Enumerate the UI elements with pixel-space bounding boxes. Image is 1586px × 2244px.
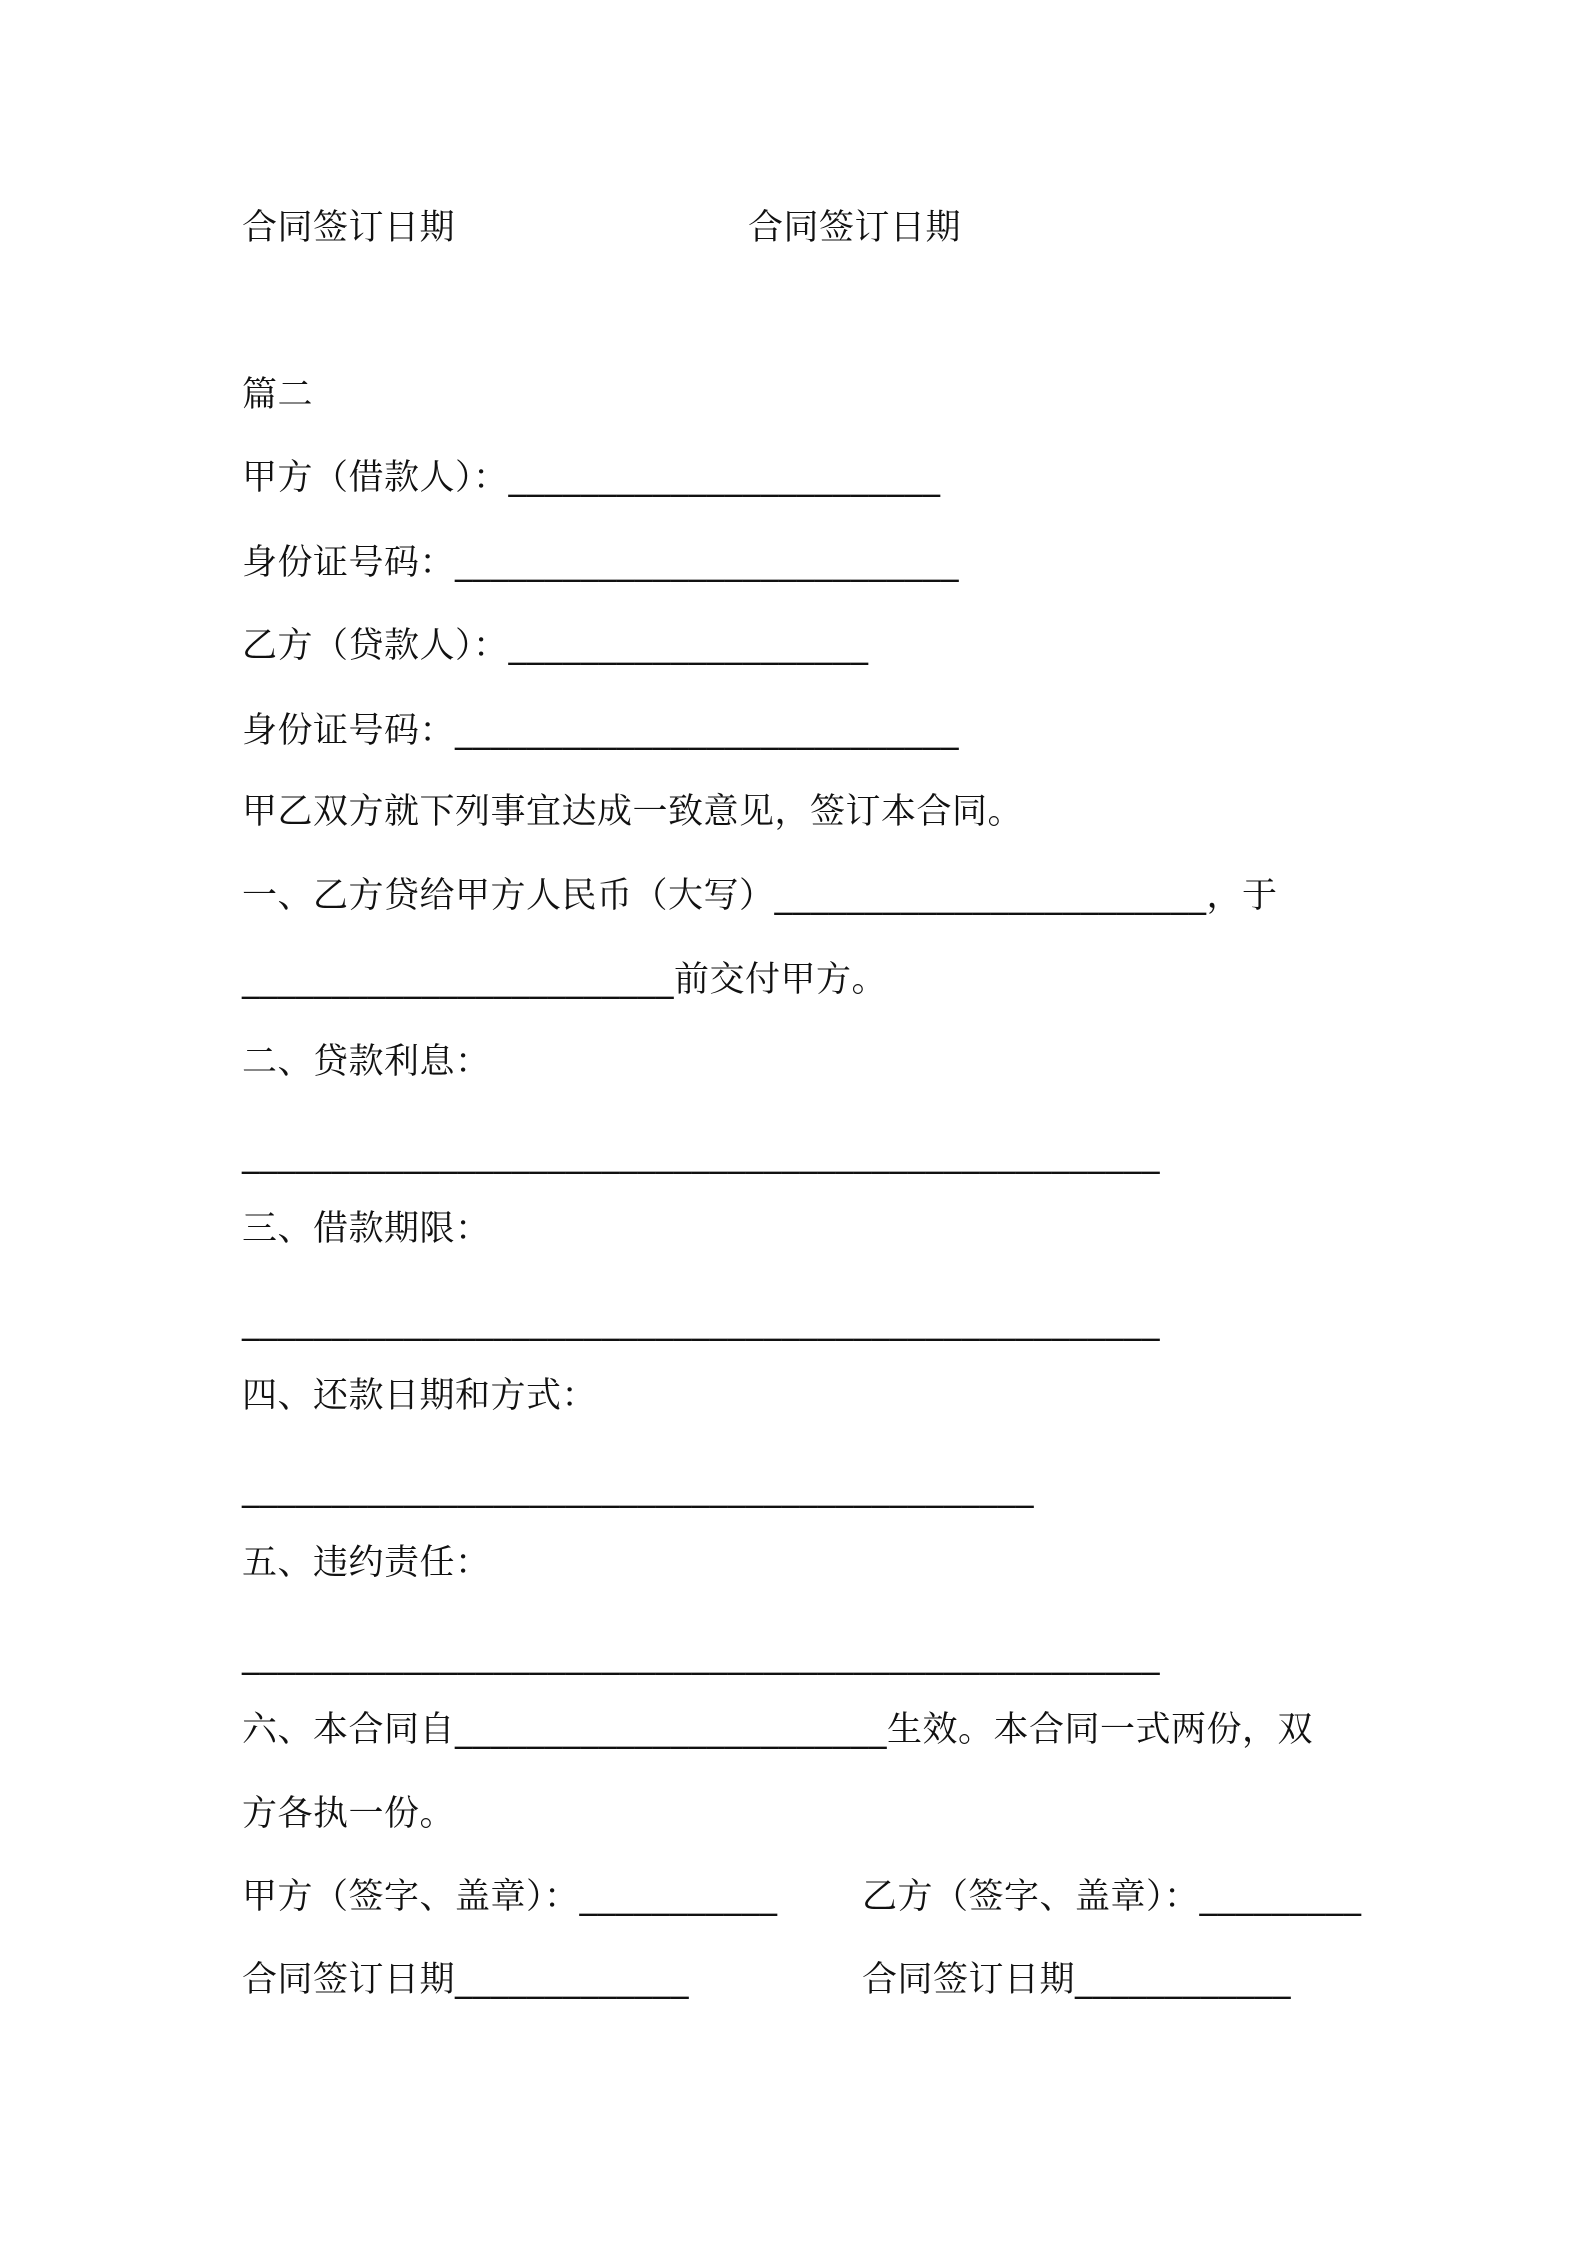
clause-4-blank: ____________________________________________ — [242, 1469, 1034, 1509]
clause-5-blank: ___________________________________________________ — [242, 1636, 1160, 1676]
signature-party-a: 甲方（签字、盖章）：___________ — [242, 1877, 778, 1917]
clause-1-line-2: ________________________前交付甲方。 — [242, 960, 888, 1000]
top-date-left: 合同签订日期 — [242, 208, 456, 248]
clause-2-heading: 二、贷款利息： — [242, 1042, 491, 1082]
clause-1-line-1: 一、乙方贷给甲方人民币（大写）________________________，于 — [242, 876, 1278, 916]
clause-3-heading: 三、借款期限： — [242, 1209, 491, 1249]
party-a-line: 甲方（借款人）：________________________ — [242, 458, 941, 498]
top-date-right: 合同签订日期 — [748, 208, 962, 248]
id-number-line-b: 身份证号码：____________________________ — [242, 711, 960, 751]
intro-paragraph: 甲乙双方就下列事宜达成一致意见，签订本合同。 — [242, 792, 1024, 832]
party-b-line: 乙方（贷款人）：____________________ — [242, 626, 869, 666]
id-number-line-a: 身份证号码：____________________________ — [242, 543, 960, 583]
signature-party-b: 乙方（签字、盖章）：_________ — [862, 1877, 1362, 1917]
clause-4-heading: 四、还款日期和方式： — [242, 1376, 598, 1416]
clause-3-blank: ___________________________________________________ — [242, 1302, 1160, 1342]
clause-6-line-2: 方各执一份。 — [242, 1794, 456, 1834]
clause-6-line-1: 六、本合同自________________________生效。本合同一式两份，双 — [242, 1710, 1314, 1750]
signature-date-b: 合同签订日期____________ — [862, 1960, 1292, 2000]
clause-2-blank: ___________________________________________________ — [242, 1135, 1160, 1175]
clause-5-heading: 五、违约责任： — [242, 1543, 491, 1583]
signature-date-a: 合同签订日期_____________ — [242, 1960, 690, 2000]
section-title: 篇二 — [242, 375, 314, 415]
